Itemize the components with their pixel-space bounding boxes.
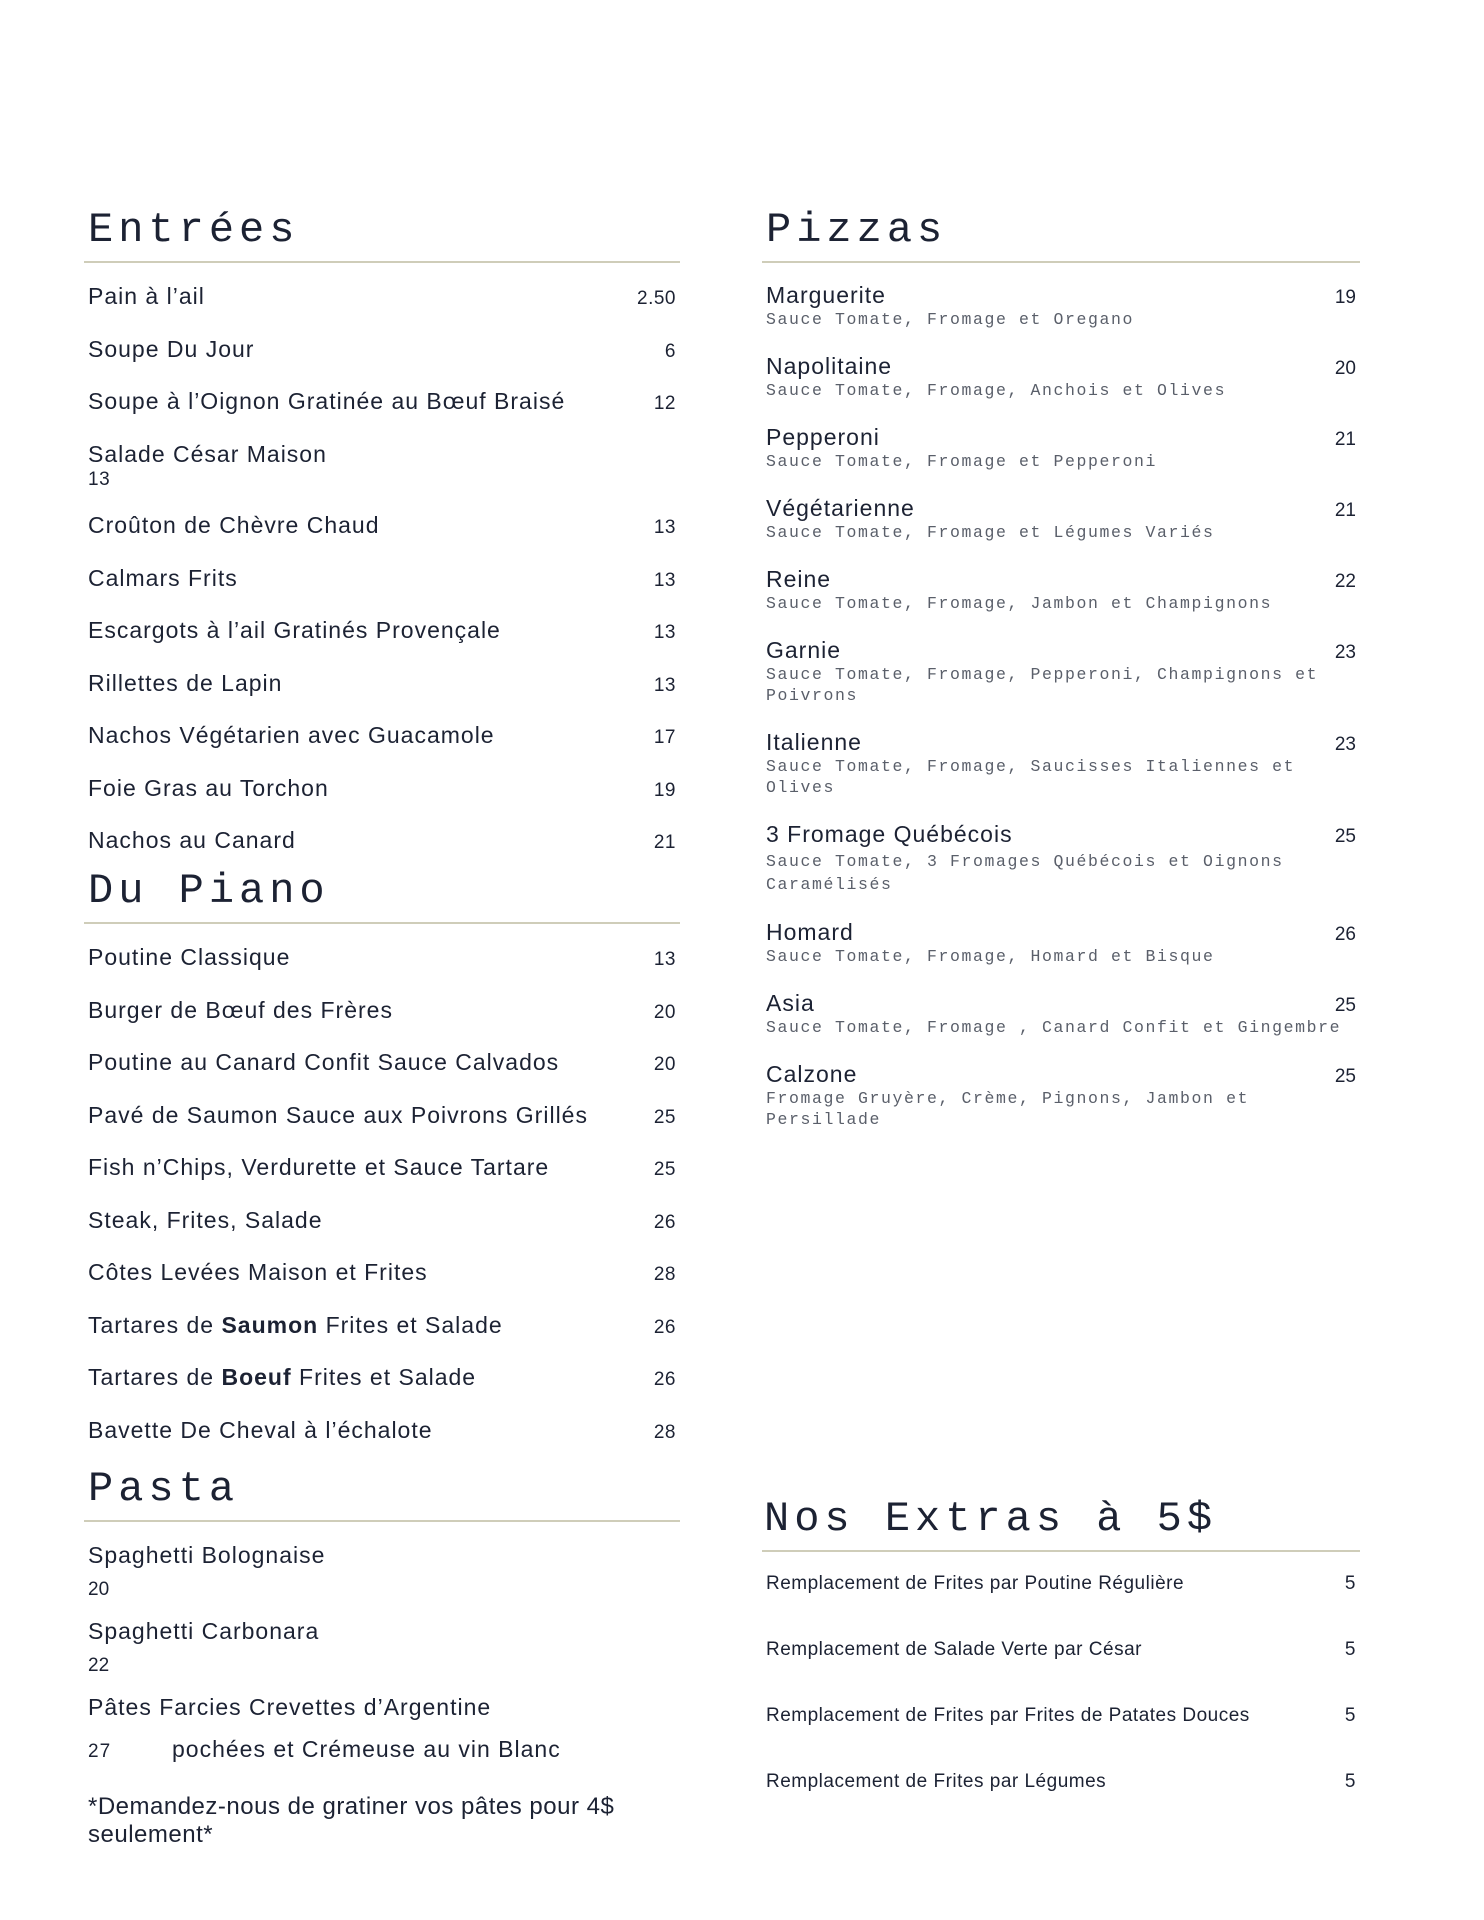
item-name-part: Tartares de xyxy=(88,1364,222,1390)
pizza-item xyxy=(762,423,1360,472)
pasta-note: *Demandez-nous de gratiner vos pâtes pour 4$ seulement* xyxy=(88,1792,615,1848)
pizza-name: Homard xyxy=(766,919,854,945)
extra-price: 5 xyxy=(1344,1705,1356,1726)
pizza-name: Reine xyxy=(766,566,832,592)
menu-item xyxy=(84,1415,680,1448)
pizza-price: 23 xyxy=(1334,734,1356,755)
menu-item xyxy=(84,563,680,596)
item-price: 20 xyxy=(653,1054,676,1075)
pizza-price: 25 xyxy=(1334,826,1356,847)
item-name: Bavette De Cheval à l’échalote xyxy=(88,1416,433,1443)
menu-item xyxy=(84,668,680,701)
item-name: Fish n’Chips, Verdurette et Sauce Tartare xyxy=(88,1154,550,1180)
item-name-part: Frites et Salade xyxy=(291,1364,477,1390)
menu-item xyxy=(84,439,680,491)
item-price: 20 xyxy=(88,1578,110,1600)
pizza-description: Fromage Gruyère, Crème, Pignons, Jambon et Persillade xyxy=(766,1089,1250,1129)
item-name: Pâtes Farcies Crevettes d’Argentine xyxy=(88,1693,492,1720)
pizza-name: Italienne xyxy=(766,729,862,755)
menu-item xyxy=(84,995,680,1028)
extra-item xyxy=(762,1704,1360,1728)
pizza-price: 26 xyxy=(1334,924,1356,945)
pizza-item xyxy=(762,918,1360,967)
item-name: Croûton de Chèvre Chaud xyxy=(88,512,380,538)
menu-item xyxy=(84,942,680,975)
menu-item xyxy=(84,334,680,367)
pizza-name: Napolitaine xyxy=(766,353,893,379)
pizza-description: Sauce Tomate, Fromage, Homard et Bisque xyxy=(766,947,1215,966)
pizza-name: Asia xyxy=(766,990,815,1016)
item-name: Nachos au Canard xyxy=(88,827,296,853)
pizza-description: Sauce Tomate, Fromage, Saucisses Italiennes et Olives xyxy=(766,757,1296,797)
menu-item xyxy=(84,281,680,314)
item-name: Salade César Maison xyxy=(88,440,327,467)
item-name-bold: Saumon xyxy=(221,1311,319,1338)
item-price: 13 xyxy=(653,517,676,538)
menu-item xyxy=(84,386,680,419)
item-price: 20 xyxy=(653,1001,676,1023)
extra-price: 5 xyxy=(1344,1639,1356,1660)
menu-item xyxy=(84,720,680,753)
item-name-part: Frites et Salade xyxy=(318,1311,503,1338)
item-name: Nachos Végétarien avec Guacamole xyxy=(88,722,495,748)
piano-list xyxy=(84,942,680,1448)
pizza-name: Pepperoni xyxy=(766,424,880,450)
pizza-price: 25 xyxy=(1334,1066,1356,1087)
pizza-description: Sauce Tomate, Fromage et Légumes Variés xyxy=(766,523,1215,542)
item-name-bold: Boeuf xyxy=(221,1364,292,1390)
pizza-item xyxy=(762,565,1360,614)
pizza-name: Garnie xyxy=(766,637,842,663)
pizza-price: 23 xyxy=(1334,642,1356,663)
menu-item xyxy=(88,1692,680,1767)
pizzas-title: Pizzas xyxy=(762,205,1360,263)
item-price: 19 xyxy=(653,779,676,801)
extra-item xyxy=(762,1770,1360,1794)
menu-item xyxy=(84,510,680,543)
pizza-price: 25 xyxy=(1334,995,1356,1016)
menu-item xyxy=(84,1100,680,1133)
item-name: Calmars Frits xyxy=(88,564,238,591)
extra-name: Remplacement de Frites par Frites de Patates Douces xyxy=(766,1705,1250,1726)
pizza-item xyxy=(762,352,1360,401)
menu-item xyxy=(88,1616,680,1680)
item-name: Pain à l’ail xyxy=(88,283,205,309)
pizza-price: 20 xyxy=(1334,358,1356,379)
menu-item xyxy=(84,1257,680,1290)
pizza-item xyxy=(762,989,1360,1038)
entrees-title: Entrées xyxy=(84,205,680,263)
item-price: 13 xyxy=(653,674,676,696)
item-name: Spaghetti Carbonara xyxy=(88,1617,320,1644)
right-column xyxy=(762,205,1360,1152)
extra-item xyxy=(762,1572,1360,1596)
item-name-continued: pochées et Crémeuse au vin Blanc xyxy=(172,1735,561,1762)
item-price: 25 xyxy=(653,1159,676,1180)
extra-price: 5 xyxy=(1344,1771,1356,1792)
item-price: 13 xyxy=(653,622,676,643)
item-price: 2.50 xyxy=(637,288,676,309)
item-price: 28 xyxy=(653,1264,676,1285)
menu-item xyxy=(88,1540,680,1604)
pizza-description: Sauce Tomate, 3 Fromages Québécois et Oignons Caramélisés xyxy=(766,852,1284,894)
pizza-description: Sauce Tomate, Fromage, Anchois et Olives xyxy=(766,381,1227,400)
item-price: 27 xyxy=(88,1740,112,1762)
item-name: Escargots à l’ail Gratinés Provençale xyxy=(88,617,501,643)
extra-name: Remplacement de Frites par Poutine Régulière xyxy=(766,1573,1185,1594)
item-price: 28 xyxy=(653,1421,676,1443)
pizza-description: Sauce Tomate, Fromage et Oregano xyxy=(766,310,1135,329)
menu-item xyxy=(84,615,680,648)
pizza-price: 21 xyxy=(1334,429,1356,450)
entrees-list xyxy=(84,281,680,858)
menu-item xyxy=(84,1205,680,1238)
pizza-name: Calzone xyxy=(766,1061,858,1087)
item-name: Soupe Du Jour xyxy=(88,335,255,362)
extras-list xyxy=(762,1572,1360,1794)
pizza-item xyxy=(762,728,1360,798)
pizza-item xyxy=(762,820,1360,896)
item-price: 6 xyxy=(664,340,676,362)
pizza-item xyxy=(762,281,1360,330)
item-price: 13 xyxy=(653,949,676,970)
menu-item xyxy=(84,1362,680,1395)
item-name: Poutine au Canard Confit Sauce Calvados xyxy=(88,1049,560,1075)
item-name-part: Tartares de xyxy=(88,1311,222,1338)
item-name: Poutine Classique xyxy=(88,944,291,970)
left-column xyxy=(84,205,680,1849)
item-name: Foie Gras au Torchon xyxy=(88,774,329,801)
item-name: Spaghetti Bolognaise xyxy=(88,1541,326,1568)
pizza-name: 3 Fromage Québécois xyxy=(766,821,1013,847)
item-price: 25 xyxy=(653,1106,676,1128)
item-price: 13 xyxy=(653,569,676,591)
pizza-description: Sauce Tomate, Fromage et Pepperoni xyxy=(766,452,1158,471)
pizza-price: 21 xyxy=(1334,500,1356,521)
pizza-description: Sauce Tomate, Fromage, Pepperoni, Champignons et Poivrons xyxy=(766,665,1319,705)
pizza-description: Sauce Tomate, Fromage , Canard Confit et Gingembre xyxy=(766,1018,1342,1037)
item-price: 13 xyxy=(88,468,111,490)
pizzas-list xyxy=(762,281,1360,1130)
extras-title: Nos Extras à 5$ xyxy=(762,1494,1360,1552)
pizza-price: 19 xyxy=(1334,287,1356,308)
pizza-item xyxy=(762,1060,1360,1130)
item-name: Côtes Levées Maison et Frites xyxy=(88,1259,428,1285)
pizza-name: Végétarienne xyxy=(766,495,915,521)
item-name: Rillettes de Lapin xyxy=(88,669,283,696)
menu-item xyxy=(84,1310,680,1343)
pasta-list xyxy=(84,1540,680,1767)
item-name: Pavé de Saumon Sauce aux Poivrons Grillés xyxy=(88,1101,588,1128)
piano-title: Du Piano xyxy=(84,866,680,924)
item-price: 26 xyxy=(653,1369,676,1390)
pizza-description: Sauce Tomate, Fromage, Jambon et Champignons xyxy=(766,594,1273,613)
pizza-name: Marguerite xyxy=(766,282,886,308)
pizza-item xyxy=(762,494,1360,543)
menu-item xyxy=(84,1047,680,1080)
item-price: 17 xyxy=(653,727,676,748)
menu-item xyxy=(84,773,680,806)
item-name: Burger de Bœuf des Frères xyxy=(88,996,393,1023)
menu-item xyxy=(84,1152,680,1185)
extra-name: Remplacement de Frites par Légumes xyxy=(766,1771,1107,1792)
item-price: 21 xyxy=(653,832,676,853)
extra-item xyxy=(762,1638,1360,1662)
pasta-title: Pasta xyxy=(84,1464,680,1522)
pizza-item xyxy=(762,636,1360,706)
item-price: 22 xyxy=(88,1654,110,1676)
extra-name: Remplacement de Salade Verte par César xyxy=(766,1639,1142,1660)
item-name xyxy=(88,1310,503,1340)
pizza-price: 22 xyxy=(1334,571,1356,592)
item-name: Soupe à l’Oignon Gratinée au Bœuf Braisé xyxy=(88,388,566,414)
item-name xyxy=(88,1362,476,1392)
item-price: 26 xyxy=(653,1316,676,1338)
extra-price: 5 xyxy=(1344,1573,1356,1594)
menu-item xyxy=(84,825,680,858)
extras-section xyxy=(762,1494,1360,1836)
item-price: 26 xyxy=(653,1211,676,1233)
item-name: Steak, Frites, Salade xyxy=(88,1206,323,1233)
item-price: 12 xyxy=(653,393,676,414)
